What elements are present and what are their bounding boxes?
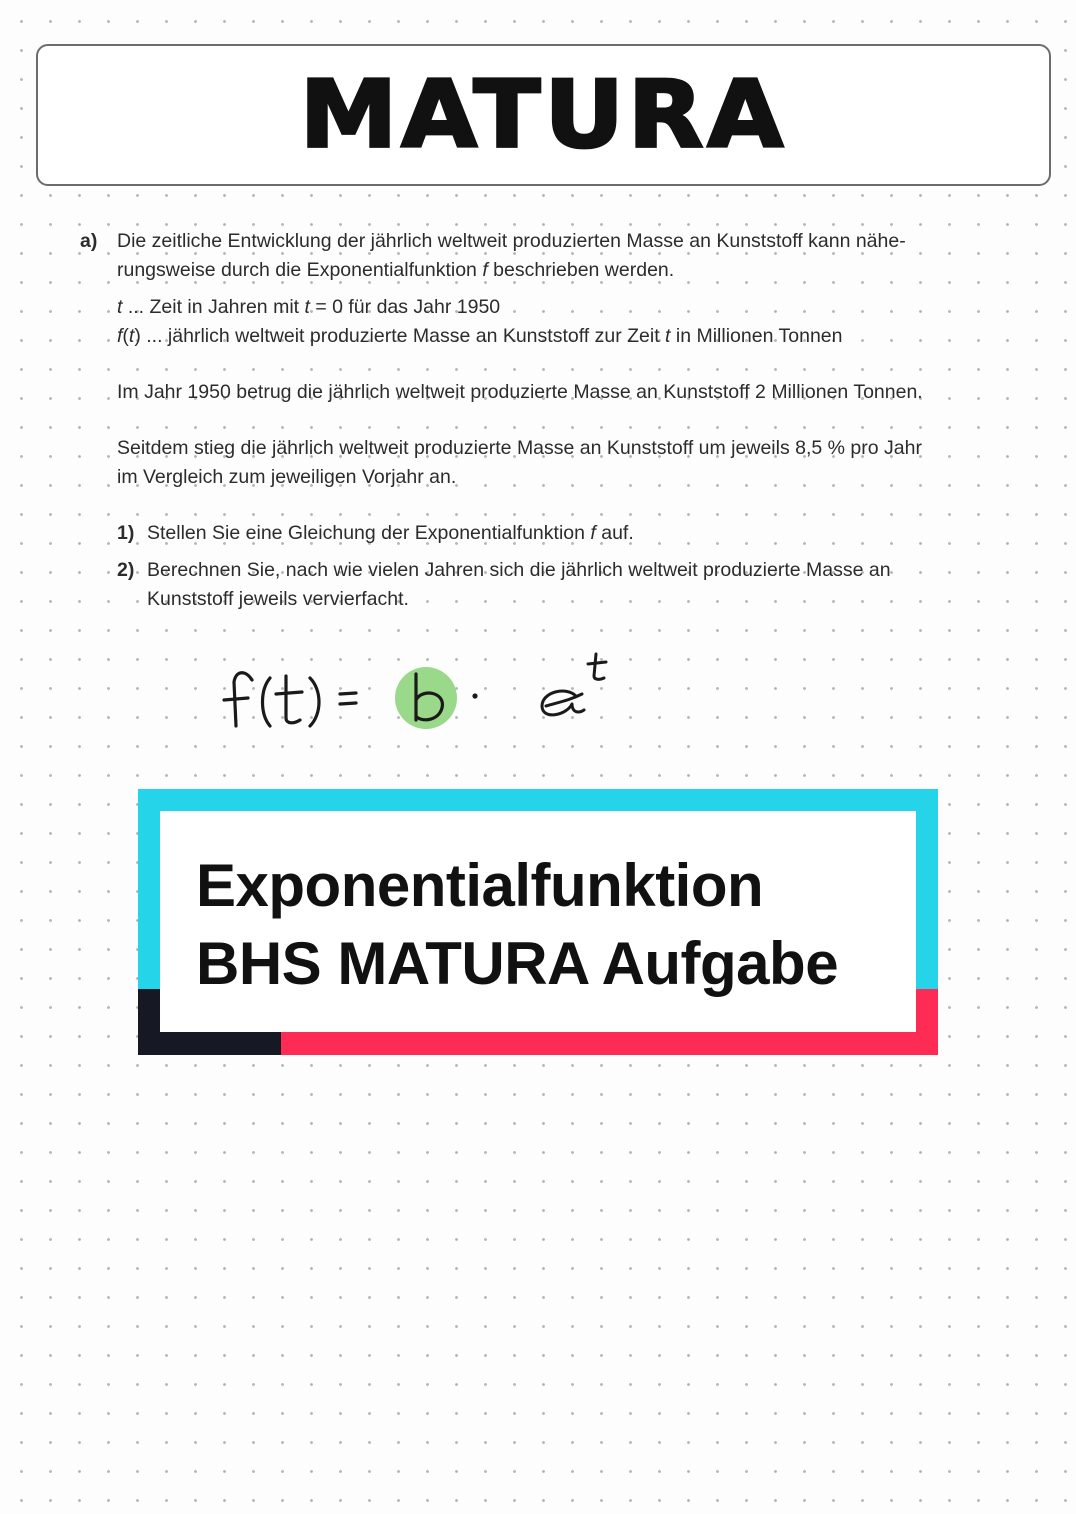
definition-t-text: ... Zeit in Jahren mit <box>122 296 305 318</box>
definition-f <box>117 322 1000 351</box>
subtask-2-line-2: Kunststoff jeweils vervierfacht. <box>147 588 409 610</box>
handwritten-a-stroke <box>546 694 582 706</box>
handwritten-exponent-t-crossbar <box>588 662 606 664</box>
definition-f-end: in Millionen Tonnen <box>670 325 843 347</box>
handwritten-equals-top <box>340 693 356 694</box>
handwritten-f-crossbar <box>224 698 248 700</box>
definition-f-text: ... jährlich weltweit produzierte Masse an Kunststoff zur Zeit <box>140 325 666 347</box>
subtask-1-pre: Stellen Sie eine Gleichung der Exponentialfunktion <box>147 522 591 544</box>
banner-title-line-1: Exponentialfunktion <box>196 852 764 919</box>
subtask-number: 2) <box>117 559 135 581</box>
banner-title-line-2: BHS MATURA Aufgabe <box>196 930 839 997</box>
variable-t: t <box>304 296 310 318</box>
handwritten-dot <box>472 693 477 698</box>
handwritten-t <box>286 676 300 723</box>
variable-t: t <box>665 325 671 347</box>
subtask-2-line-1: Berechnen Sie, nach wie vielen Jahren sich die jährlich weltweit produzierte Masse an <box>147 559 891 581</box>
intro-line-2 <box>117 256 1000 285</box>
subtask-1-text <box>147 519 1000 548</box>
definition-t-end: = 0 für das Jahr 1950 <box>309 296 501 318</box>
variable-t: t <box>128 325 135 347</box>
title-box <box>36 44 1051 186</box>
handwritten-paren-close <box>310 678 319 726</box>
function-symbol: f <box>117 325 123 347</box>
definition-t <box>117 293 1000 322</box>
handwritten-t-crossbar <box>276 692 302 694</box>
paren-open: ( <box>122 325 129 347</box>
intro-text-end: beschrieben werden. <box>487 259 675 281</box>
paragraph-growth-1: Seitdem stieg die jährlich weltweit produzierte Masse an Kunststoff um jeweils 8,5 % pro Jahr <box>117 437 922 459</box>
paragraph-1950: Im Jahr 1950 betrug die jährlich weltweit produzierte Masse an Kunststoff 2 Millionen Tonnen. <box>117 381 923 403</box>
task-intro <box>117 222 1000 285</box>
task-label: a) <box>80 230 98 252</box>
handwritten-equals-bottom <box>340 703 356 704</box>
subtask-1-post: auf. <box>595 522 634 544</box>
handwritten-exponent-t <box>594 654 604 679</box>
subtask-number: 1) <box>117 522 135 544</box>
banner-content <box>160 811 916 1032</box>
handwritten-formula <box>210 640 630 740</box>
variable-t: t <box>117 296 123 318</box>
subtask-1 <box>117 519 1000 548</box>
function-symbol: f <box>482 259 488 281</box>
title-banner <box>138 789 938 1055</box>
handwritten-paren-open <box>263 678 271 726</box>
paragraph-growth-2: im Vergleich zum jeweiligen Vorjahr an. <box>117 466 457 488</box>
subtask-2 <box>117 556 1000 614</box>
page-title: MATURA <box>299 60 788 170</box>
intro-line-1: Die zeitliche Entwicklung der jährlich weltweit produzierten Masse an Kunststoff kann nähe- <box>117 230 906 252</box>
intro-text: rungsweise durch die Exponentialfunktion <box>117 259 483 281</box>
function-symbol: f <box>590 522 596 544</box>
paren-close: ) <box>134 325 141 347</box>
task-a <box>80 222 1000 614</box>
task-body <box>117 222 1000 614</box>
